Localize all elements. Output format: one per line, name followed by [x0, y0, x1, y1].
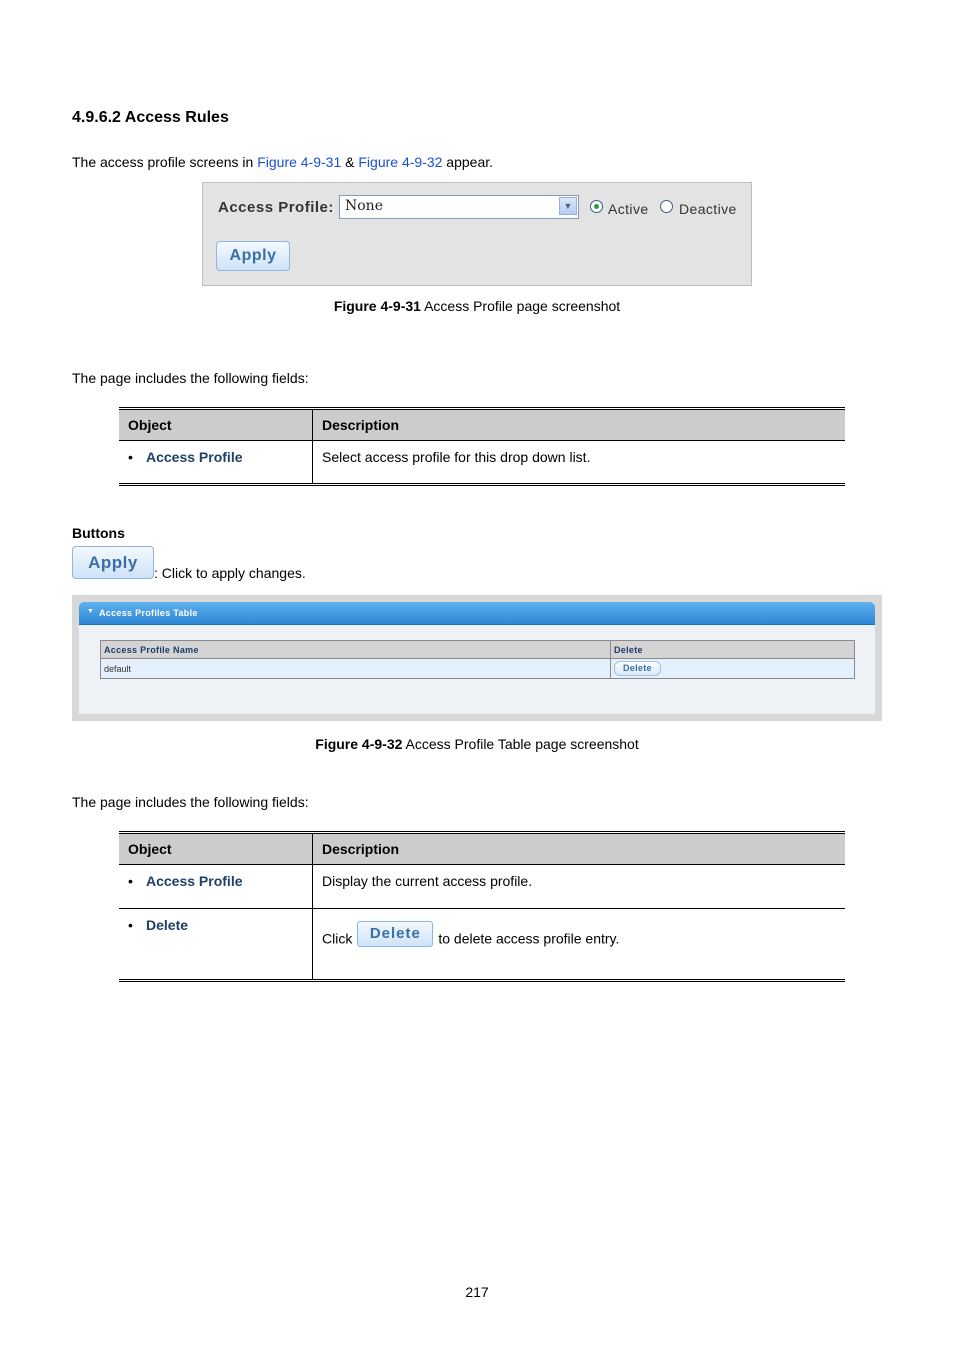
- delete-header: Delete: [611, 641, 855, 659]
- select-value: None: [345, 198, 383, 214]
- description-header: Description: [313, 409, 846, 441]
- access-profile-screenshot: [202, 182, 752, 286]
- apply-button-example[interactable]: Apply: [72, 546, 154, 579]
- caption-number: Figure 4-9-32: [315, 736, 403, 752]
- figure-4-9-32-caption: [0, 736, 954, 752]
- description-cell: [313, 909, 846, 981]
- active-radio-label: Active: [608, 201, 649, 217]
- caption-number: Figure 4-9-31: [333, 298, 421, 314]
- deactive-radio[interactable]: [660, 200, 673, 213]
- collapse-arrow-icon[interactable]: ▼: [87, 608, 94, 615]
- apply-button[interactable]: Apply: [216, 241, 290, 271]
- caption-text: Access Profile Table page screenshot: [402, 736, 639, 752]
- intro-amp: &: [341, 154, 359, 170]
- active-radio[interactable]: [590, 200, 603, 213]
- table-row: [119, 909, 845, 981]
- object-cell: • Delete: [119, 909, 313, 981]
- description-header: Description: [313, 833, 846, 865]
- panel-title-bar[interactable]: [79, 602, 875, 625]
- chevron-down-icon[interactable]: ▼: [559, 197, 577, 215]
- desc-prefix: Click: [322, 930, 353, 947]
- table-row: [101, 659, 855, 679]
- access-profiles-panel: [79, 602, 875, 714]
- object-header: Object: [119, 833, 313, 865]
- desc-suffix: to delete access profile entry.: [438, 930, 620, 947]
- access-profile-label: Access Profile:: [218, 199, 334, 216]
- object-label: Access Profile: [146, 873, 243, 889]
- profile-name-header: Access Profile Name: [101, 641, 611, 659]
- apply-description: : Click to apply changes.: [154, 565, 306, 581]
- description-cell: Display the current access profile.: [313, 865, 846, 909]
- figure-4-9-32-link[interactable]: Figure 4-9-32: [358, 154, 443, 170]
- object-header: Object: [119, 409, 313, 441]
- access-profile-select[interactable]: [339, 195, 579, 219]
- page-number: 217: [465, 1284, 489, 1300]
- caption-text: Access Profile page screenshot: [420, 298, 621, 314]
- delete-button-example[interactable]: Delete: [357, 921, 433, 947]
- object-cell: • Access Profile: [119, 865, 313, 909]
- figure-4-9-31-caption: [0, 298, 954, 314]
- object-label: Access Profile: [146, 449, 243, 465]
- object-label: Delete: [146, 917, 189, 933]
- access-profiles-table: [100, 640, 855, 679]
- description-cell: Select access profile for this drop down list.: [322, 449, 591, 465]
- object-cell: • Access Profile: [119, 441, 313, 485]
- profile-name-cell: default: [101, 659, 611, 679]
- figure-4-9-31-link[interactable]: Figure 4-9-31: [257, 154, 342, 170]
- delete-button[interactable]: Delete: [614, 661, 661, 676]
- intro-prefix: The access profile screens in: [72, 154, 258, 170]
- intro-suffix: appear.: [442, 154, 494, 170]
- table-row: [119, 865, 845, 909]
- fields-intro-2: The page includes the following fields:: [72, 794, 309, 810]
- deactive-radio-label: Deactive: [679, 201, 737, 217]
- fields-intro-1: The page includes the following fields:: [72, 370, 309, 386]
- delete-cell: [611, 659, 855, 679]
- buttons-heading: Buttons: [72, 525, 125, 541]
- fields-table-2: [119, 831, 845, 982]
- fields-table-1: [119, 407, 845, 486]
- access-profiles-table-screenshot: [72, 595, 882, 721]
- section-heading: 4.9.6.2 Access Rules: [72, 109, 229, 126]
- panel-title: Access Profiles Table: [99, 608, 198, 618]
- intro-paragraph: [72, 154, 493, 170]
- table-row: [119, 441, 845, 485]
